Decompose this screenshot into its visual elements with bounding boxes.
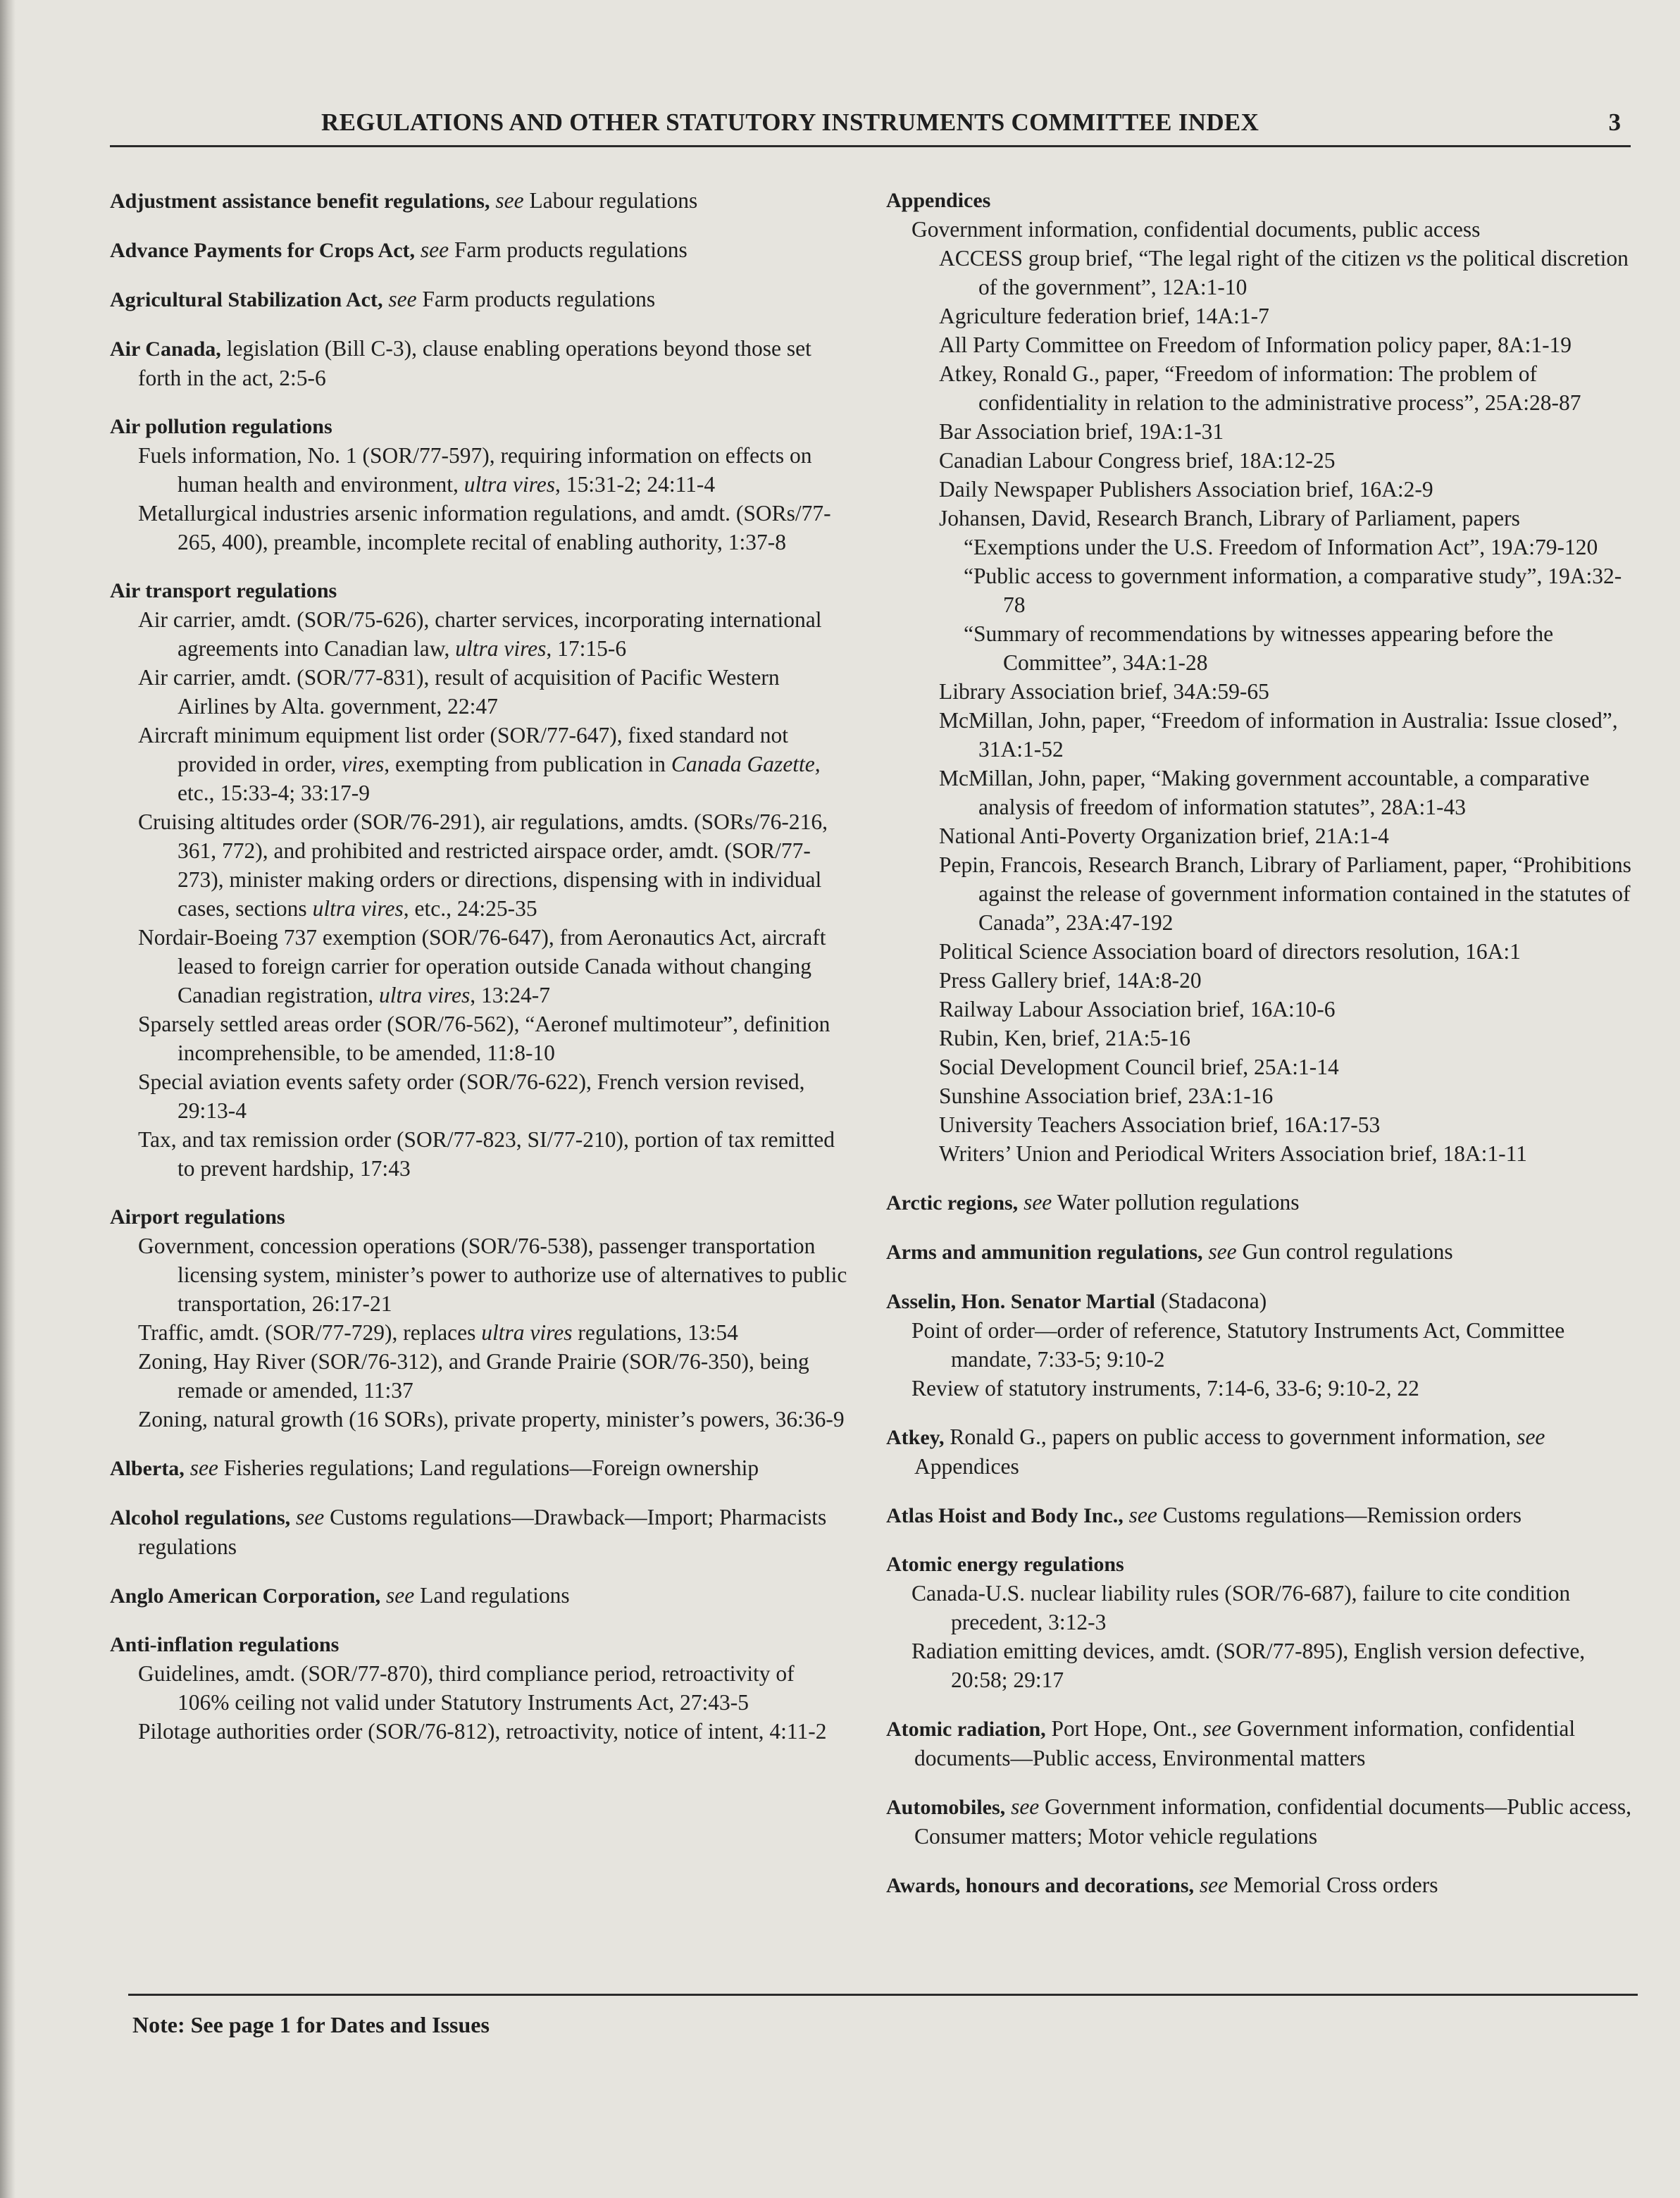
appendix-subitem: “Public access to government information, a comparative study”, 19A:32-78: [964, 564, 1622, 617]
appendix-item: All Party Committee on Freedom of Information policy paper, 8A:1-19: [939, 333, 1572, 357]
index-entry: [886, 1286, 1640, 1403]
appendix-item: Pepin, Francois, Research Branch, Library of Parliament, paper, “Prohibitions against the release of government information contained in the statutes of Canada”, 23A:47-192: [939, 852, 1631, 935]
subentry: Government, concession operations (SOR/76-538), passenger transportation licensing system, minister’s power to authorize use of alternatives to public transportation, 26:17-21: [138, 1234, 847, 1316]
index-entry: [110, 412, 850, 557]
entry-term: Atomic radiation,: [886, 1718, 1046, 1741]
index-entry: [886, 1422, 1640, 1481]
see-reference: see: [1208, 1239, 1237, 1264]
appendix-item: National Anti-Poverty Organization brief, 21A:1-4: [939, 824, 1389, 848]
see-reference: see: [1199, 1873, 1228, 1897]
subentry: Metallurgical industries arsenic information regulations, and amdt. (SORs/77-265, 400), preamble, incomplete recital of enabling authority, 1:37-8: [138, 501, 831, 554]
entry-heading: Airport regulations: [110, 1205, 285, 1229]
appendix-item: ACCESS group brief, “The legal right of the citizen vs the political discretion of the government”, 12A:1-10: [939, 246, 1629, 299]
subentry: Special aviation events safety order (SOR/76-622), French version revised, 29:13-4: [138, 1069, 805, 1123]
entry-term: Alberta,: [110, 1457, 185, 1480]
page-spine-shadow: [0, 0, 15, 2198]
entry-text: Ronald G., papers on public access to government information,: [944, 1424, 1517, 1449]
appendix-item: Bar Association brief, 19A:1-31: [939, 419, 1224, 444]
index-entry: [886, 1792, 1640, 1851]
entry-heading: Anti-inflation regulations: [110, 1633, 340, 1656]
appendix-item: Canadian Labour Congress brief, 18A:12-25: [939, 448, 1336, 473]
see-reference: see: [1023, 1190, 1052, 1215]
index-entry: [886, 1870, 1640, 1900]
entry-text: Government information, confidential documents—Public access, Consumer matters; Motor vehicle regulations: [914, 1794, 1631, 1849]
subentry: Radiation emitting devices, amdt. (SOR/77-895), English version defective, 20:58; 29:17: [911, 1639, 1586, 1692]
appendix-item: University Teachers Association brief, 16A:17-53: [939, 1112, 1381, 1137]
entry-heading: Atomic energy regulations: [886, 1553, 1124, 1576]
entry-text: (Stadacona): [1155, 1289, 1267, 1313]
entry-term: Arctic regions,: [886, 1191, 1019, 1215]
see-reference: see: [296, 1505, 325, 1529]
subentry: Sparsely settled areas order (SOR/76-562), “Aeronef multimoteur”, definition incomprehensible, to be amended, 11:8-10: [138, 1012, 830, 1065]
appendix-subitem: “Exemptions under the U.S. Freedom of Information Act”, 19A:79-120: [964, 535, 1598, 559]
appendix-subitem: “Summary of recommendations by witnesses appearing before the Committee”, 34A:1-28: [964, 621, 1554, 675]
entry-term: Automobiles,: [886, 1796, 1006, 1819]
index-entry: [886, 1550, 1640, 1694]
entry-term: Arms and ammunition regulations,: [886, 1241, 1203, 1264]
index-entry: [110, 1581, 850, 1610]
index-entry-appendices: [886, 186, 1640, 1168]
subentry: Tax, and tax remission order (SOR/77-823, SI/77-210), portion of tax remitted to prevent hardship, 17:43: [138, 1127, 835, 1181]
appendix-item: Social Development Council brief, 25A:1-14: [939, 1055, 1339, 1079]
see-reference: see: [420, 237, 449, 262]
subentry: Zoning, Hay River (SOR/76-312), and Grande Prairie (SOR/76-350), being remade or amended, 11:37: [138, 1349, 809, 1403]
appendix-item: McMillan, John, paper, “Making government accountable, a comparative analysis of freedom of information statutes”, 28A:1-43: [939, 766, 1590, 819]
entry-text: Fisheries regulations; Land regulations—Foreign ownership: [218, 1455, 759, 1480]
entry-term: Advance Payments for Crops Act,: [110, 239, 416, 262]
subentry: Government information, confidential documents, public access: [911, 217, 1481, 242]
see-reference: see: [1011, 1794, 1040, 1819]
page-header: [110, 106, 1631, 147]
header-title: REGULATIONS AND OTHER STATUTORY INSTRUMENTS COMMITTEE INDEX: [321, 108, 1259, 136]
subentry: Cruising altitudes order (SOR/76-291), air regulations, amdts. (SORs/76-216, 361, 772), and prohibited and restricted airspace order, amdt. (SOR/77-273), minister making orders or directions, dispensing with in individual cases, sections ultra vires, etc., 24:25-35: [138, 809, 828, 921]
index-entry: [886, 1237, 1640, 1267]
entry-text: Land regulations: [414, 1583, 570, 1608]
index-entry: [110, 186, 850, 216]
subentry: Aircraft minimum equipment list order (SOR/77-647), fixed standard not provided in order, vires, exempting from publication in Canada Gazette, etc., 15:33-4; 33:17-9: [138, 723, 821, 805]
entry-term: Alcohol regulations,: [110, 1506, 291, 1529]
appendix-item: Library Association brief, 34A:59-65: [939, 679, 1269, 704]
entry-text: Port Hope, Ont.,: [1045, 1716, 1203, 1741]
entry-text: Appendices: [914, 1454, 1019, 1479]
entry-term: Atlas Hoist and Body Inc.,: [886, 1504, 1124, 1527]
entry-term: Awards, honours and decorations,: [886, 1874, 1195, 1897]
subentry: Traffic, amdt. (SOR/77-729), replaces ultra vires regulations, 13:54: [138, 1320, 738, 1345]
index-entry: [110, 1203, 850, 1434]
entry-text: Water pollution regulations: [1052, 1190, 1300, 1215]
entry-term: Anglo American Corporation,: [110, 1584, 381, 1608]
index-column-right: [886, 186, 1640, 1920]
index-entry: [110, 285, 850, 314]
see-reference: see: [386, 1583, 415, 1608]
see-reference: see: [495, 188, 524, 213]
index-entry: [110, 576, 850, 1183]
subentry: Guidelines, amdt. (SOR/77-870), third compliance period, retroactivity of 106% ceiling not valid under Statutory Instruments Act, 27:43-5: [138, 1661, 795, 1715]
index-entry: [110, 235, 850, 265]
footer-note: Note: See page 1 for Dates and Issues: [132, 2012, 490, 2037]
subentry: Air carrier, amdt. (SOR/75-626), charter services, incorporating international agreements into Canadian law, ultra vires, 17:15-6: [138, 607, 822, 661]
entry-text: Customs regulations—Remission orders: [1157, 1503, 1522, 1527]
index-entry: [110, 1503, 850, 1561]
entry-text: Labour regulations: [523, 188, 698, 213]
subentry: Air carrier, amdt. (SOR/77-831), result of acquisition of Pacific Western Airlines by Alta. government, 22:47: [138, 665, 780, 719]
entry-term: Atkey,: [886, 1426, 945, 1449]
see-reference: see: [1517, 1424, 1545, 1449]
entry-text: Farm products regulations: [449, 237, 687, 262]
entry-heading: Appendices: [886, 189, 991, 212]
index-entry: [886, 1188, 1640, 1217]
index-entry: [886, 1501, 1640, 1530]
entry-text: Government information, confidential documents—Public access, Environmental matters: [914, 1716, 1576, 1770]
subentry: Point of order—order of reference, Statutory Instruments Act, Committee mandate, 7:33-5; 9:10-2: [911, 1318, 1565, 1372]
index-entry: [110, 1630, 850, 1746]
see-reference: see: [388, 287, 417, 311]
footer-rule: [128, 1994, 1638, 1996]
entry-term: Asselin, Hon. Senator Martial: [886, 1290, 1155, 1313]
index-entry: [886, 1714, 1640, 1772]
entry-text: Customs regulations—Drawback—Import; Pharmacists regulations: [138, 1505, 827, 1559]
appendix-item: Press Gallery brief, 14A:8-20: [939, 968, 1202, 993]
appendix-item: Political Science Association board of directors resolution, 16A:1: [939, 939, 1521, 964]
appendix-item: Sunshine Association brief, 23A:1-16: [939, 1084, 1274, 1108]
subentry: Pilotage authorities order (SOR/76-812), retroactivity, notice of intent, 4:11-2: [138, 1719, 827, 1744]
index-entry: [110, 1453, 850, 1483]
entry-heading: Air transport regulations: [110, 579, 337, 602]
entry-term: Adjustment assistance benefit regulations,: [110, 190, 490, 213]
index-entry: [110, 334, 850, 392]
entry-text: Gun control regulations: [1236, 1239, 1453, 1264]
subentry: Zoning, natural growth (16 SORs), private property, minister’s powers, 36:36-9: [138, 1407, 845, 1432]
see-reference: see: [189, 1455, 218, 1480]
subentry: Review of statutory instruments, 7:14-6, 33-6; 9:10-2, 22: [911, 1376, 1419, 1401]
appendix-item: Daily Newspaper Publishers Association brief, 16A:2-9: [939, 477, 1433, 502]
appendix-item: Atkey, Ronald G., paper, “Freedom of information: The problem of confidentiality in relation to the administrative process”, 25A:28-87: [939, 361, 1581, 415]
entry-term: Agricultural Stabilization Act,: [110, 288, 383, 311]
see-reference: see: [1202, 1716, 1231, 1741]
appendix-item: Writers’ Union and Periodical Writers Association brief, 18A:1-11: [939, 1141, 1527, 1166]
subentry: Nordair-Boeing 737 exemption (SOR/76-647), from Aeronautics Act, aircraft leased to foreign carrier for operation outside Canada without changing Canadian registration, ultra vires, 13:24-7: [138, 925, 826, 1007]
subentry: Fuels information, No. 1 (SOR/77-597), requiring information on effects on human health and environment, ultra vires, 15:31-2; 24:11-4: [138, 443, 812, 497]
subentry: Canada-U.S. nuclear liability rules (SOR/76-687), failure to cite condition precedent, 3:12-3: [911, 1581, 1571, 1634]
appendix-item: McMillan, John, paper, “Freedom of information in Australia: Issue closed”, 31A:1-52: [939, 708, 1618, 762]
entry-text: legislation (Bill C-3), clause enabling operations beyond those set forth in the act, 2:5-6: [138, 336, 811, 390]
appendix-item: Johansen, David, Research Branch, Library of Parliament, papers: [939, 506, 1520, 530]
entry-heading: Air pollution regulations: [110, 415, 332, 438]
appendix-item: Railway Labour Association brief, 16A:10-6: [939, 997, 1336, 1022]
appendix-item: Agriculture federation brief, 14A:1-7: [939, 304, 1269, 328]
page-number: 3: [1608, 108, 1621, 136]
entry-term: Air Canada,: [110, 337, 221, 361]
index-column-left: [110, 186, 850, 1765]
see-reference: see: [1128, 1503, 1157, 1527]
entry-text: Farm products regulations: [416, 287, 656, 311]
entry-text: Memorial Cross orders: [1228, 1873, 1438, 1897]
appendix-item: Rubin, Ken, brief, 21A:5-16: [939, 1026, 1190, 1050]
